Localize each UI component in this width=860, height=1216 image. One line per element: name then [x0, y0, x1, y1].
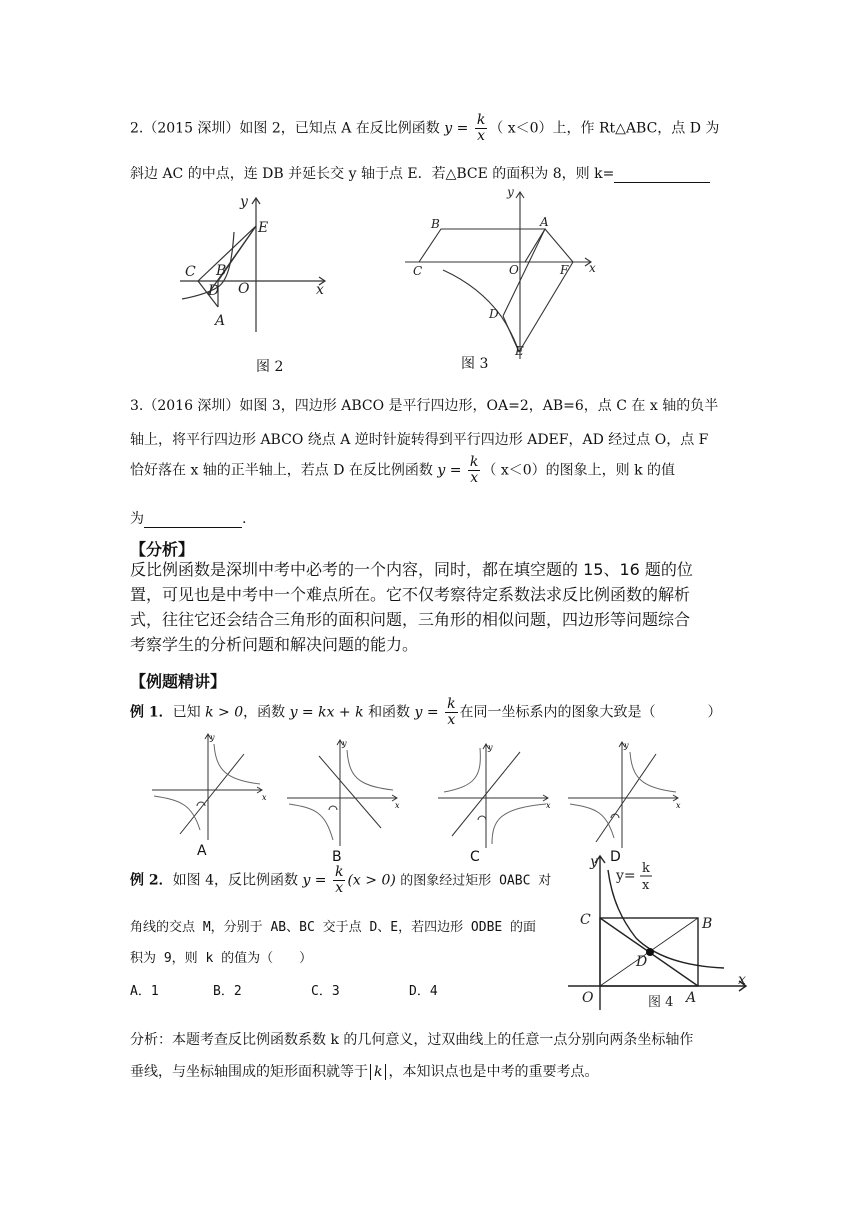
examples-heading: 【例题精讲】: [130, 672, 227, 691]
ex1-option-d-label[interactable]: D: [610, 849, 621, 865]
svg-text:图 4: 图 4: [648, 995, 674, 1010]
label-c: C: [185, 264, 196, 280]
ex1-line: 例 1．已知 k > 0，函数 y = kx + k 和函数 y = $\frac{k}{x}$ 在同一坐标系内的图象大致是（ ）: [130, 696, 722, 728]
hyperbola: [443, 270, 519, 352]
ex2-line1: 例 2．如图 4，反比例函数 y = $\frac{k}{x}$ (x > 0) 的图象经过矩形 OABC 对: [130, 864, 552, 896]
q2-text-b: （ x＜0）上，作 Rt△ABC，点 D 为: [489, 120, 720, 137]
svg-text:y: y: [590, 854, 598, 870]
ex2-line2: 角线的交点 M，分别于 AB、BC 交于点 D、E，若四边形 ODBE 的面: [130, 920, 537, 935]
label-x: x: [316, 282, 324, 298]
label-a: A: [540, 215, 549, 229]
label-e: E: [258, 220, 269, 236]
ex1-option-d-graph[interactable]: [566, 738, 686, 850]
ex1-option-c-graph[interactable]: [436, 740, 556, 850]
label-o: O: [509, 263, 519, 277]
svg-text:x: x: [676, 801, 681, 810]
svg-text:x: x: [642, 878, 650, 893]
note-line1: 分析：本题考查反比例函数系数 k 的几何意义，过双曲线上的任意一点分别向两条坐标轴作: [130, 1032, 694, 1048]
label-a: A: [215, 313, 226, 329]
analysis-line-2: 置，可见也是中考中一个难点所在。它不仅考察待定系数法求反比例函数的解析: [130, 585, 691, 604]
q2-fraction: $\frac{k}{x}$: [476, 112, 486, 144]
svg-text:D: D: [636, 954, 648, 970]
label-f: F: [560, 263, 569, 277]
q3-line3: 恰好落在 x 轴的正半轴上，若点 D 在反比例函数 y = $\frac{k}{x}$ （ x＜0）的图象上，则 k 的值: [130, 454, 676, 486]
svg-text:C: C: [580, 912, 591, 928]
svg-text:x: x: [262, 793, 267, 802]
svg-text:k: k: [642, 861, 650, 876]
note-line2: 垂线，与坐标轴围成的矩形面积就等于 k ，本知识点也是中考的重要考点。: [130, 1064, 599, 1080]
q3-line4: 为 .: [130, 511, 247, 527]
analysis-line-3: 式，往往它还会结合三角形的面积问题，三角形的相似问题，四边形等问题综合: [130, 610, 691, 629]
ex1-option-a-label[interactable]: A: [197, 843, 207, 859]
svg-text:y=: y=: [616, 868, 636, 884]
label-d: D: [489, 307, 499, 321]
analysis-line-1: 反比例函数是深圳中考中必考的一个内容，同时，都在填空题的 15、16 题的位: [130, 560, 693, 579]
ex1-label: 例 1．: [130, 704, 173, 721]
analysis-line-4: 考察学生的分析问题和解决问题的能力。: [130, 635, 419, 654]
analysis-heading: 【分析】: [130, 540, 195, 559]
label-o: O: [238, 281, 250, 297]
ex2-choice-b[interactable]: B．2: [213, 984, 242, 999]
svg-text:x: x: [738, 972, 746, 988]
svg-text:y: y: [210, 733, 215, 742]
abs-k: k: [370, 1064, 386, 1080]
figure-4: [568, 850, 752, 1010]
ex2-fraction: $\frac{k}{x}$: [334, 864, 344, 896]
label-b: B: [216, 263, 227, 279]
ex1-fraction: $\frac{k}{x}$: [447, 696, 456, 728]
label-y: y: [240, 194, 248, 210]
q2-text-a: 2.（2015 深圳）如图 2，已知点 A 在反比例函数: [130, 120, 440, 137]
ex1-option-a-graph[interactable]: [150, 730, 270, 842]
parallelogram-abco: [419, 229, 545, 262]
fig3-caption: 图 3: [461, 356, 489, 372]
ex2-choice-d[interactable]: D．4: [409, 984, 438, 999]
ex2-choice-c[interactable]: C．3: [311, 984, 340, 999]
ex1-option-b-graph[interactable]: [285, 736, 405, 848]
figure-3: [405, 184, 605, 359]
svg-text:A: A: [686, 990, 697, 1006]
svg-text:y: y: [624, 741, 629, 750]
q3-line2: 轴上，将平行四边形 ABCO 绕点 A 逆时针旋转得到平行四边形 ADEF，AD 经过点 O，点 F: [130, 432, 709, 448]
label-b: B: [431, 217, 440, 231]
q2-line2: 斜边 AC 的中点，连 DB 并延长交 y 轴于点 E．若△BCE 的面积为 8，则 k=: [130, 163, 710, 183]
svg-text:B: B: [702, 916, 713, 932]
ex1-option-c-label[interactable]: C: [470, 849, 480, 865]
q3-line1: 3.（2016 深圳）如图 3，四边形 ABCO 是平行四边形，OA=2，AB=6，点 C 在 x 轴的负半: [130, 398, 719, 414]
label-d: D: [208, 283, 220, 299]
q3-fraction: $\frac{k}{x}$: [469, 454, 479, 486]
ex2-choice-a[interactable]: A．1: [130, 984, 159, 999]
svg-text:x: x: [395, 801, 400, 810]
ex2-line3: 积为 9，则 k 的值为（ ）: [130, 951, 313, 966]
ex1-option-b-label[interactable]: B: [332, 849, 342, 865]
label-y: y: [507, 185, 514, 199]
line-af: [545, 229, 573, 262]
figure-2: [170, 192, 340, 332]
q3-answer-blank[interactable]: [144, 511, 242, 528]
svg-text:y: y: [342, 739, 347, 748]
label-x: x: [589, 261, 596, 275]
svg-text:O: O: [582, 990, 594, 1006]
fig2-caption: 图 2: [256, 359, 284, 375]
label-c: C: [413, 264, 423, 278]
label-e: E: [515, 344, 524, 358]
q2-line1: 2.（2015 深圳）如图 2，已知点 A 在反比例函数 y = $\frac{k}{x}$ （ x＜0）上，作 Rt△ABC，点 D 为: [130, 112, 720, 144]
svg-text:x: x: [546, 801, 551, 810]
ex2-label: 例 2．: [130, 872, 173, 889]
q2-answer-blank[interactable]: [614, 166, 710, 183]
svg-text:y: y: [488, 743, 493, 752]
